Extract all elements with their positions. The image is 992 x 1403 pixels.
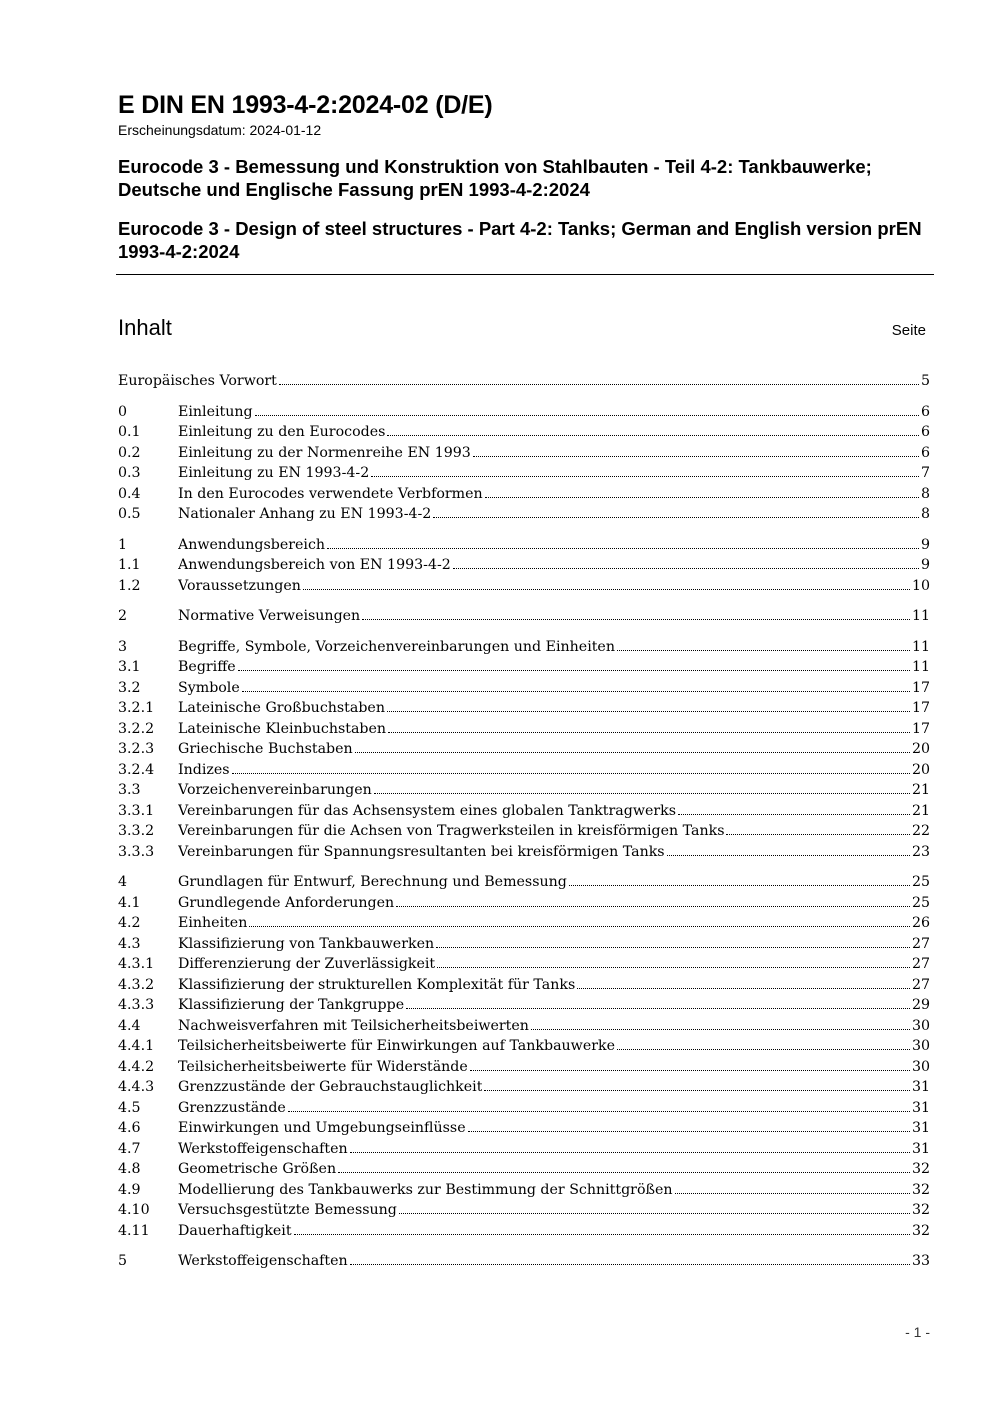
toc-dot-leader xyxy=(726,834,909,835)
toc-entry[interactable] xyxy=(118,1098,930,1119)
toc-entry-number: 3.3 xyxy=(118,782,141,798)
toc-entry[interactable] xyxy=(118,678,930,699)
toc-dot-leader xyxy=(255,415,919,416)
toc-dot-leader xyxy=(355,752,910,753)
toc-dot-leader xyxy=(350,1152,910,1153)
toc-entry[interactable] xyxy=(118,1180,930,1201)
toc-entry[interactable] xyxy=(118,995,930,1016)
toc-entry-title: In den Eurocodes verwendete Verbformen xyxy=(178,485,483,502)
table-of-contents xyxy=(118,371,930,1272)
toc-title: Inhalt xyxy=(118,315,172,340)
toc-entry-page: 27 xyxy=(911,976,930,993)
toc-entry-page: 6 xyxy=(920,444,930,461)
toc-entry-page: 32 xyxy=(911,1222,930,1239)
toc-entry-title: Modellierung des Tankbauwerks zur Bestimmung der Schnittgrößen xyxy=(178,1181,673,1198)
toc-entry-page: 26 xyxy=(911,915,930,931)
toc-entry-number: 3.2.4 xyxy=(118,761,155,778)
toc-dot-leader xyxy=(453,568,919,569)
toc-entry-page: 11 xyxy=(911,608,930,624)
toc-entry-title: Einleitung zu der Normenreihe EN 1993 xyxy=(178,444,471,461)
toc-entry-title: Vorzeichenvereinbarungen xyxy=(178,782,372,798)
toc-dot-leader xyxy=(436,947,910,948)
toc-entry-title: Begriffe, Symbole, Vorzeichenvereinbarungen und Einheiten xyxy=(178,638,615,655)
header-rule xyxy=(116,274,934,275)
toc-entry-number: 3.2.3 xyxy=(118,741,155,757)
toc-entry-number: 4.8 xyxy=(118,1161,141,1177)
toc-entry-title: Grenzzustände xyxy=(178,1099,286,1116)
toc-entry-title: Anwendungsbereich xyxy=(178,536,326,553)
toc-dot-leader xyxy=(238,670,910,671)
toc-dot-leader xyxy=(387,711,910,712)
toc-entry-title: Einleitung zu den Eurocodes xyxy=(178,424,386,440)
toc-entry[interactable] xyxy=(118,821,930,842)
toc-entry-number: 0.1 xyxy=(118,424,141,440)
toc-entry-number: 4.1 xyxy=(118,894,141,911)
toc-entry[interactable] xyxy=(118,657,930,678)
toc-dot-leader xyxy=(362,619,910,620)
toc-entry[interactable] xyxy=(118,1036,930,1057)
toc-entry-page: 32 xyxy=(911,1161,930,1177)
toc-entry-number: 4.5 xyxy=(118,1099,141,1116)
toc-entry[interactable] xyxy=(118,1057,930,1078)
toc-entry[interactable] xyxy=(118,1221,930,1242)
toc-entry-number: 0.3 xyxy=(118,465,141,481)
toc-entry-title: Teilsicherheitsbeiwerte für Widerstände xyxy=(178,1058,468,1075)
toc-entry[interactable] xyxy=(118,760,930,781)
toc-dot-leader xyxy=(249,926,910,927)
toc-entry-page: 20 xyxy=(911,761,930,778)
toc-dot-leader xyxy=(485,497,919,498)
toc-entry-page: 31 xyxy=(911,1099,930,1116)
toc-entry-title: Grundlegende Anforderungen xyxy=(178,894,395,911)
toc-dot-leader xyxy=(374,793,910,794)
toc-entry-title: Geometrische Größen xyxy=(178,1161,337,1177)
toc-entry-title: Klassifizierung der strukturellen Komplexität für Tanks xyxy=(178,976,576,993)
toc-entry-title: Normative Verweisungen xyxy=(178,608,361,624)
toc-dot-leader xyxy=(569,885,910,886)
toc-entry-title: Einleitung zu EN 1993-4-2 xyxy=(178,465,370,481)
toc-entry[interactable] xyxy=(118,576,930,597)
toc-entry-page: 9 xyxy=(920,557,930,573)
toc-entry[interactable] xyxy=(118,1139,930,1160)
toc-entry[interactable] xyxy=(118,801,930,822)
toc-dot-leader xyxy=(338,1172,910,1173)
toc-dot-leader xyxy=(232,773,910,774)
toc-entry-number: 3.1 xyxy=(118,659,141,675)
toc-entry-page: 25 xyxy=(911,874,930,890)
document-id: E DIN EN 1993-4-2:2024-02 (D/E) xyxy=(118,91,493,119)
toc-entry[interactable] xyxy=(118,893,930,914)
toc-dot-leader xyxy=(396,906,910,907)
toc-entry-number: 4.4.3 xyxy=(118,1079,155,1095)
toc-entry-page: 32 xyxy=(911,1202,930,1218)
toc-entry-number: 0.2 xyxy=(118,444,141,461)
toc-entry-title: Vereinbarungen für Spannungsresultanten bei kreisförmigen Tanks xyxy=(178,843,665,860)
toc-entry[interactable] xyxy=(118,1200,930,1221)
toc-entry-page: 11 xyxy=(911,659,930,675)
toc-entry[interactable] xyxy=(118,954,930,975)
toc-entry[interactable] xyxy=(118,1118,930,1139)
toc-entry[interactable] xyxy=(118,484,930,505)
toc-entry-page: 6 xyxy=(920,424,930,440)
toc-dot-leader xyxy=(288,1111,910,1112)
toc-entry-title: Nationaler Anhang zu EN 1993-4-2 xyxy=(178,506,432,522)
toc-entry-number: 4.3.1 xyxy=(118,956,155,972)
publication-date: Erscheinungsdatum: 2024-01-12 xyxy=(118,122,322,138)
toc-entry-page: 27 xyxy=(911,956,930,972)
toc-entry-page: 31 xyxy=(911,1079,930,1095)
toc-entry-title: Europäisches Vorwort xyxy=(118,373,277,389)
toc-entry-number: 3.2.2 xyxy=(118,720,155,737)
toc-dot-leader xyxy=(387,435,919,436)
toc-entry-page: 32 xyxy=(911,1181,930,1198)
document-header xyxy=(118,90,934,263)
toc-entry-page: 31 xyxy=(911,1120,930,1136)
toc-entry-number: 4.6 xyxy=(118,1120,141,1136)
title-english: Eurocode 3 - Design of steel structures - Part 4-2: Tanks; German and English version prEN 1993-4-2:2024 xyxy=(118,218,922,262)
toc-entry-number: 3.2.1 xyxy=(118,700,155,716)
toc-entry-title: Lateinische Großbuchstaben xyxy=(178,700,385,716)
toc-entry-page: 23 xyxy=(911,843,930,860)
toc-entry-number: 1.1 xyxy=(118,557,141,573)
toc-dot-leader xyxy=(279,384,919,385)
toc-entry-number: 4.4.1 xyxy=(118,1038,155,1054)
toc-entry[interactable] xyxy=(118,780,930,801)
toc-entry-number: 1 xyxy=(118,536,128,553)
toc-dot-leader xyxy=(675,1193,910,1194)
toc-entry-number: 3.2 xyxy=(118,679,141,696)
toc-dot-leader xyxy=(473,456,919,457)
toc-entry-page: 9 xyxy=(920,536,930,553)
toc-entry-title: Nachweisverfahren mit Teilsicherheitsbeiwerten xyxy=(178,1017,529,1034)
toc-entry-page: 8 xyxy=(920,506,930,522)
toc-entry[interactable] xyxy=(118,1251,930,1272)
toc-entry[interactable] xyxy=(118,422,930,443)
toc-entry-page: 33 xyxy=(911,1253,930,1269)
toc-entry-title: Symbole xyxy=(178,679,240,696)
toc-entry-number: 0.5 xyxy=(118,506,141,522)
toc-dot-leader xyxy=(242,691,910,692)
toc-dot-leader xyxy=(531,1029,910,1030)
toc-entry[interactable] xyxy=(118,975,930,996)
toc-entry-title: Klassifizierung von Tankbauwerken xyxy=(178,935,435,952)
toc-entry-page: 17 xyxy=(911,679,930,696)
toc-entry-title: Werkstoffeigenschaften xyxy=(178,1253,348,1269)
toc-entry-title: Einleitung xyxy=(178,403,253,420)
toc-dot-leader xyxy=(433,517,919,518)
toc-entry-title: Anwendungsbereich von EN 1993-4-2 xyxy=(178,557,451,573)
toc-entry-number: 4.7 xyxy=(118,1140,141,1157)
toc-entry-title: Dauerhaftigkeit xyxy=(178,1222,292,1239)
toc-entry-number: 1.2 xyxy=(118,577,141,594)
toc-entry[interactable] xyxy=(118,1016,930,1037)
toc-entry-page: 8 xyxy=(920,485,930,502)
toc-entry-page: 25 xyxy=(911,894,930,911)
toc-entry-number: 4.9 xyxy=(118,1181,141,1198)
toc-entry[interactable] xyxy=(118,1159,930,1180)
toc-entry[interactable] xyxy=(118,842,930,863)
toc-dot-leader xyxy=(406,1008,910,1009)
toc-entry[interactable] xyxy=(118,913,930,934)
toc-entry-title: Lateinische Kleinbuchstaben xyxy=(178,720,387,737)
toc-entry-title: Klassifizierung der Tankgruppe xyxy=(178,997,405,1013)
toc-entry-title: Differenzierung der Zuverlässigkeit xyxy=(178,956,436,972)
toc-entry-page: 5 xyxy=(920,373,930,389)
toc-entry-number: 4.10 xyxy=(118,1202,150,1218)
toc-dot-leader xyxy=(371,476,919,477)
toc-dot-leader xyxy=(678,814,910,815)
toc-entry[interactable] xyxy=(118,637,930,658)
toc-entry-page: 6 xyxy=(920,403,930,420)
toc-entry-number: 0.4 xyxy=(118,485,141,502)
toc-entry-title: Teilsicherheitsbeiwerte für Einwirkungen auf Tankbauwerke xyxy=(178,1038,615,1054)
toc-entry-number: 4.2 xyxy=(118,915,141,931)
toc-entry-page: 29 xyxy=(911,997,930,1013)
toc-dot-leader xyxy=(437,967,910,968)
page-number: - 1 - xyxy=(905,1324,930,1340)
toc-dot-leader xyxy=(470,1070,910,1071)
toc-entry[interactable] xyxy=(118,535,930,556)
toc-entry[interactable] xyxy=(118,443,930,464)
toc-entry-title: Begriffe xyxy=(178,659,236,675)
toc-entry-page: 31 xyxy=(911,1140,930,1157)
toc-entry-title: Grenzzustände der Gebrauchstauglichkeit xyxy=(178,1079,483,1095)
toc-entry-number: 3 xyxy=(118,638,128,655)
toc-entry[interactable] xyxy=(118,371,930,392)
toc-header xyxy=(118,313,926,345)
toc-entry[interactable] xyxy=(118,402,930,423)
toc-entry-title: Vereinbarungen für das Achsensystem eines globalen Tanktragwerks xyxy=(178,802,677,819)
toc-dot-leader xyxy=(667,855,910,856)
toc-entry-number: 5 xyxy=(118,1253,128,1269)
toc-entry-title: Griechische Buchstaben xyxy=(178,741,353,757)
toc-entry-page: 21 xyxy=(911,782,930,798)
title-german: Eurocode 3 - Bemessung und Konstruktion von Stahlbauten - Teil 4-2: Tankbauwerke; Deutsche und Englische Fassung prEN 1993-4-2:2024 xyxy=(118,156,872,200)
toc-dot-leader xyxy=(303,589,910,590)
toc-entry-number: 0 xyxy=(118,403,128,420)
toc-entry-title: Vereinbarungen für die Achsen von Tragwerksteilen in kreisförmigen Tanks xyxy=(178,823,725,839)
toc-dot-leader xyxy=(484,1090,910,1091)
toc-dot-leader xyxy=(577,988,910,989)
toc-entry-number: 4.3.3 xyxy=(118,997,155,1013)
toc-entry-title: Grundlagen für Entwurf, Berechnung und Bemessung xyxy=(178,874,567,890)
toc-entry-page: 21 xyxy=(911,802,930,819)
toc-entry-title: Einwirkungen und Umgebungseinflüsse xyxy=(178,1120,466,1136)
toc-entry-page: 17 xyxy=(911,700,930,716)
toc-entry-title: Werkstoffeigenschaften xyxy=(178,1140,348,1157)
toc-dot-leader xyxy=(617,1049,910,1050)
toc-dot-leader xyxy=(468,1131,910,1132)
toc-dot-leader xyxy=(350,1264,910,1265)
toc-entry[interactable] xyxy=(118,1077,930,1098)
toc-entry[interactable] xyxy=(118,739,930,760)
toc-entry-page: 10 xyxy=(911,577,930,594)
toc-entry-title: Einheiten xyxy=(178,915,248,931)
toc-dot-leader xyxy=(294,1234,910,1235)
toc-entry-page: 7 xyxy=(920,465,930,481)
toc-entry-title: Voraussetzungen xyxy=(178,577,301,594)
toc-entry[interactable] xyxy=(118,934,930,955)
toc-entry-number: 3.3.1 xyxy=(118,802,155,819)
toc-entry-page: 30 xyxy=(911,1038,930,1054)
toc-page-label: Seite xyxy=(891,322,926,339)
toc-entry-number: 4 xyxy=(118,874,128,890)
toc-entry[interactable] xyxy=(118,504,930,525)
toc-dot-leader xyxy=(617,650,910,651)
toc-entry-number: 4.3 xyxy=(118,935,141,952)
toc-entry[interactable] xyxy=(118,872,930,893)
toc-dot-leader xyxy=(327,548,919,549)
toc-entry-page: 20 xyxy=(911,741,930,757)
toc-entry-title: Versuchsgestützte Bemessung xyxy=(178,1202,397,1218)
toc-entry[interactable] xyxy=(118,606,930,627)
toc-entry-page: 17 xyxy=(911,720,930,737)
toc-entry-number: 4.3.2 xyxy=(118,976,155,993)
toc-entry-number: 2 xyxy=(118,608,128,624)
toc-entry-page: 30 xyxy=(911,1017,930,1034)
toc-entry-number: 4.4 xyxy=(118,1017,141,1034)
toc-entry-number: 4.4.2 xyxy=(118,1058,155,1075)
toc-entry-number: 3.3.2 xyxy=(118,823,155,839)
toc-entry-page: 30 xyxy=(911,1058,930,1075)
toc-entry-page: 22 xyxy=(911,823,930,839)
toc-dot-leader xyxy=(399,1213,910,1214)
toc-entry-page: 27 xyxy=(911,935,930,952)
toc-entry[interactable] xyxy=(118,463,930,484)
toc-entry-number: 3.3.3 xyxy=(118,843,155,860)
toc-entry[interactable] xyxy=(118,555,930,576)
toc-entry[interactable] xyxy=(118,698,930,719)
toc-entry[interactable] xyxy=(118,719,930,740)
toc-entry-number: 4.11 xyxy=(118,1222,150,1239)
toc-entry-page: 11 xyxy=(911,638,930,655)
toc-entry-title: Indizes xyxy=(178,761,230,778)
toc-dot-leader xyxy=(388,732,910,733)
